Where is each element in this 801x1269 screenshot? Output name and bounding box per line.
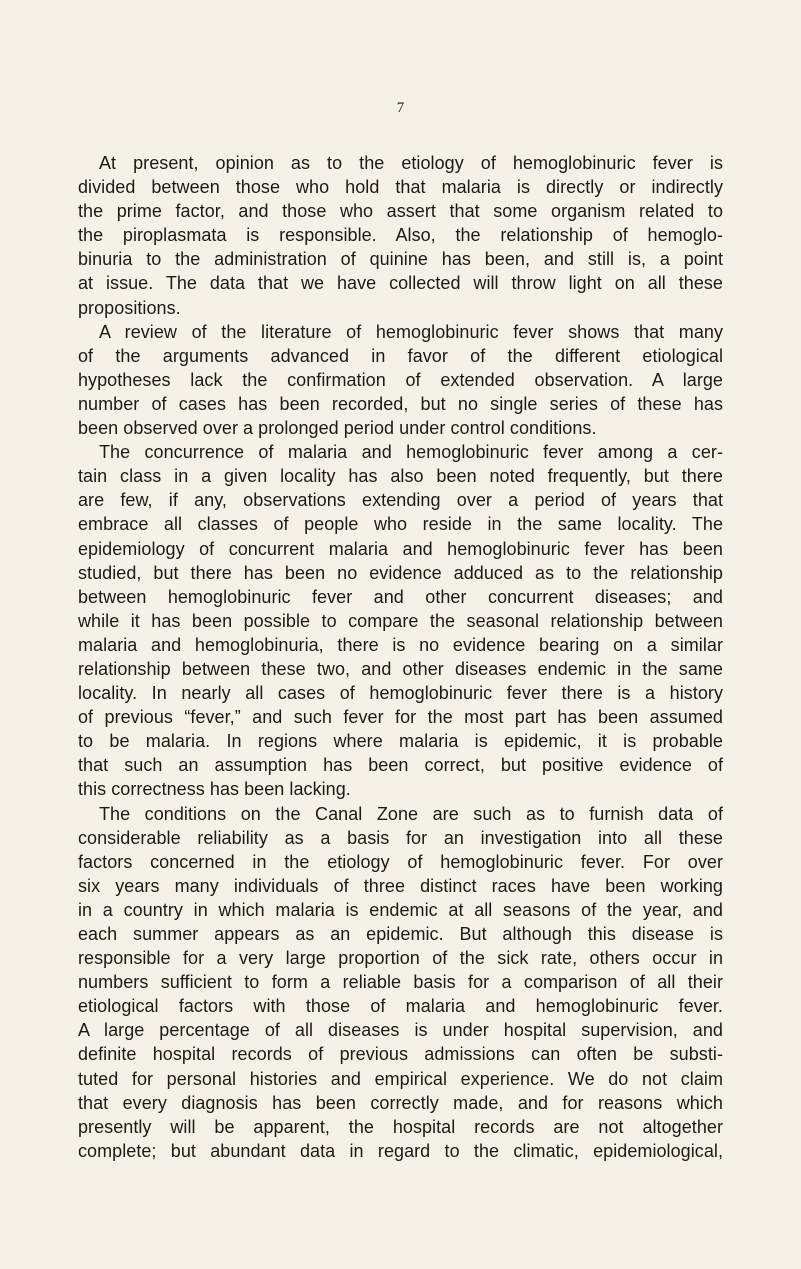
text-line: propositions. [78,297,181,318]
text-line: epidemiology of concurrent malaria and hemoglobinuric fever has been [78,538,723,559]
text-line: the piroplasmata is responsible. Also, the relationship of hemoglo- [78,225,723,246]
text-line: etiological factors with those of malaria and hemoglobinuric fever. [78,996,723,1017]
text-line: A large percentage of all diseases is under hospital supervision, and [78,1020,723,1041]
text-line: malaria and hemoglobinuria, there is no evidence bearing on a similar [78,634,723,655]
text-line: are few, if any, observations extending over a period of years that [78,490,723,511]
text-line: factors concerned in the etiology of hemoglobinuric fever. For over [78,851,723,872]
text-line: A review of the literature of hemoglobinuric fever shows that many [99,321,723,342]
text-line: number of cases has been recorded, but no single series of these has [78,393,723,414]
text-line: tain class in a given locality has also been noted frequently, but there [78,466,723,487]
text-line: studied, but there has been no evidence adduced as to the relationship [78,562,723,583]
page-number: 7 [396,100,405,116]
text-line: complete; but abundant data in regard to the climatic, epidemiological, [78,1140,723,1161]
text-line: in a country in which malaria is endemic at all seasons of the year, and [78,899,723,920]
body-text [78,151,723,1163]
text-line: At present, opinion as to the etiology of hemoglobinuric fever is [99,153,723,173]
text-line: divided between those who hold that malaria is directly or indirectly [78,177,723,198]
text-line: to be malaria. In regions where malaria is epidemic, it is probable [78,731,723,752]
text-line: of the arguments advanced in favor of the different etiological [78,345,723,366]
text-line: hypotheses lack the confirmation of extended observation. A large [78,369,723,390]
text-line: locality. In nearly all cases of hemoglobinuric fever there is a history [78,683,723,704]
text-line: that every diagnosis has been correctly made, and for reasons which [78,1092,723,1113]
text-line: binuria to the administration of quinine has been, and still is, a point [78,249,723,270]
text-line: at issue. The data that we have collected will throw light on all these [78,273,723,294]
text-line: tuted for personal histories and empirical experience. We do not claim [78,1068,723,1089]
text-line: numbers sufficient to form a reliable basis for a comparison of all their [78,972,723,993]
text-line: The concurrence of malaria and hemoglobinuric fever among a cer- [99,442,723,463]
text-line: considerable reliability as a basis for an investigation into all these [78,827,723,848]
text-line: embrace all classes of people who reside in the same locality. The [78,514,723,535]
text-line: each summer appears as an epidemic. But although this disease is [78,924,723,944]
text-line: relationship between these two, and other diseases endemic in the same [78,658,723,679]
text-line: this correctness has been lacking. [78,779,351,800]
text-line: The conditions on the Canal Zone are such as to furnish data of [99,803,723,824]
text-line: responsible for a very large proportion of the sick rate, others occur in [78,948,723,969]
text-line: definite hospital records of previous admissions can often be substi- [78,1044,723,1065]
text-line: that such an assumption has been correct, but positive evidence of [78,755,723,776]
text-line: of previous “fever,” and such fever for the most part has been assumed [78,707,723,728]
text-line: between hemoglobinuric fever and other concurrent diseases; and [78,586,723,607]
text-line: been observed over a prolonged period under control conditions. [78,418,597,439]
text-line: six years many individuals of three distinct races have been working [78,875,723,896]
text-line: the prime factor, and those who assert that some organism related to [78,201,723,222]
text-line: while it has been possible to compare the seasonal relationship between [78,610,723,631]
text-line: presently will be apparent, the hospital records are not altogether [78,1116,723,1137]
